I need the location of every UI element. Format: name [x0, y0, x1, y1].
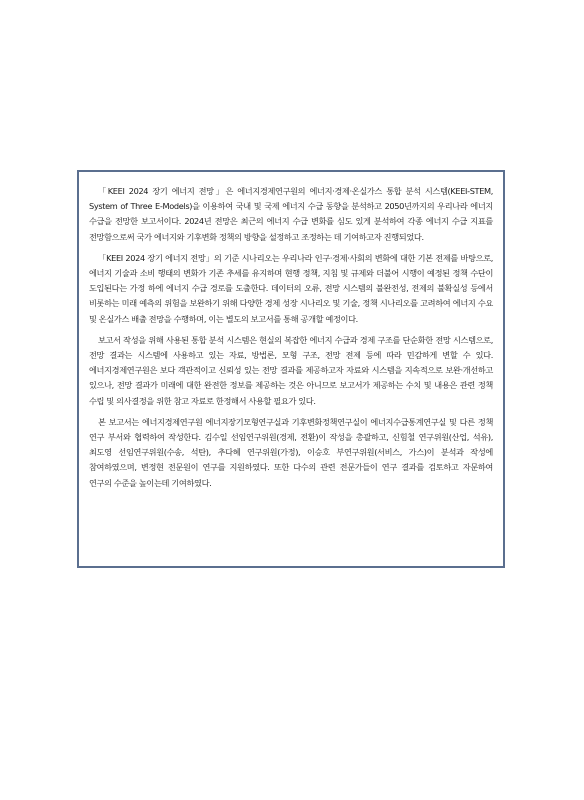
preface-box [77, 170, 505, 568]
preface-paragraph-disclaimer: 보고서 작성을 위해 사용된 통합 분석 시스템은 현실의 복잡한 에너지 수급과 경제 구조를 단순화한 전망 시스템으로, 전망 결과는 시스템에 사용하고 있는 자료, 방법론, 모형 구조, 전망 전제 등에 따라 민감하게 변할 수 있다. 에너지경제연구원은 보다 객관적이고 신뢰성 있는 전망 결과를 제공하고자 자료와 시스템을 지속적으로 보완·개선하고 있으나, 전망 결과가 미래에 대한 완전한 정보를 제공하는 것은 아니므로 보고서가 제공하는 수치 및 내용은 관련 정책 수립 및 의사결정을 위한 참고 자료로 한정해서 사용할 필요가 있다. [89, 334, 493, 406]
preface-paragraph-authors: 본 보고서는 에너지경제연구원 에너지장기모형연구실과 기후변화정책연구실이 에너지수급통계연구실 및 다른 정책 연구 부서와 협력하여 작성한다. 김수일 선임연구위원(경제, 전환)이 작성을 총괄하고, 신힘철 연구위원(산업, 석유), 최도영 선임연구위원(수송, 석탄), 추다혜 연구위원(가정), 이승호 부연구위원(서비스, 가스)이 분석과 작성에 참여하였으며, 변정현 전문원이 연구를 지원하였다. 또한 다수의 관련 전문가들이 연구 결과를 검토하고 자문하여 연구의 수준을 높이는데 기여하였다. [89, 416, 493, 488]
preface-paragraph-overview: 「KEEI 2024 장기 에너지 전망」은 에너지경제연구원의 에너지·경제·온실가스 통합 분석 시스템(KEEI-STEM, System of Three E-Models)을 이용하여 국내 및 국제 에너지 수급 동향을 분석하고 2050년까지의 우리나라 에너지 수급을 전망한 보고서이다. 2024년 전망은 최근의 에너지 수급 변화를 심도 있게 분석하여 각종 에너지 수급 지표를 전망함으로써 국가 에너지와 기후변화 정책의 방향을 설정하고 조정하는 데 기여하고자 진행되었다. [89, 186, 493, 242]
preface-paragraph-scenario: 「KEEI 2024 장기 에너지 전망」의 기준 시나리오는 우리나라 인구·경제·사회의 변화에 대한 기본 전제를 바탕으로, 에너지 기술과 소비 행태의 변화가 기존 추세를 유지하며 현행 정책, 지침 및 규제와 더불어 시행이 예정된 정책 수단이 도입된다는 가정 하에 에너지 수급 경로를 도출한다. 데이터의 오류, 전망 시스템의 불완전성, 전제의 불확실성 등에서 비롯하는 미래 예측의 위험을 보완하기 위해 다양한 경제 성장 시나리오 및 기술, 정책 시나리오를 고려하여 에너지 수요 및 온실가스 배출 전망을 수행하며, 이는 별도의 보고서를 통해 공개할 예정이다. [89, 252, 493, 324]
